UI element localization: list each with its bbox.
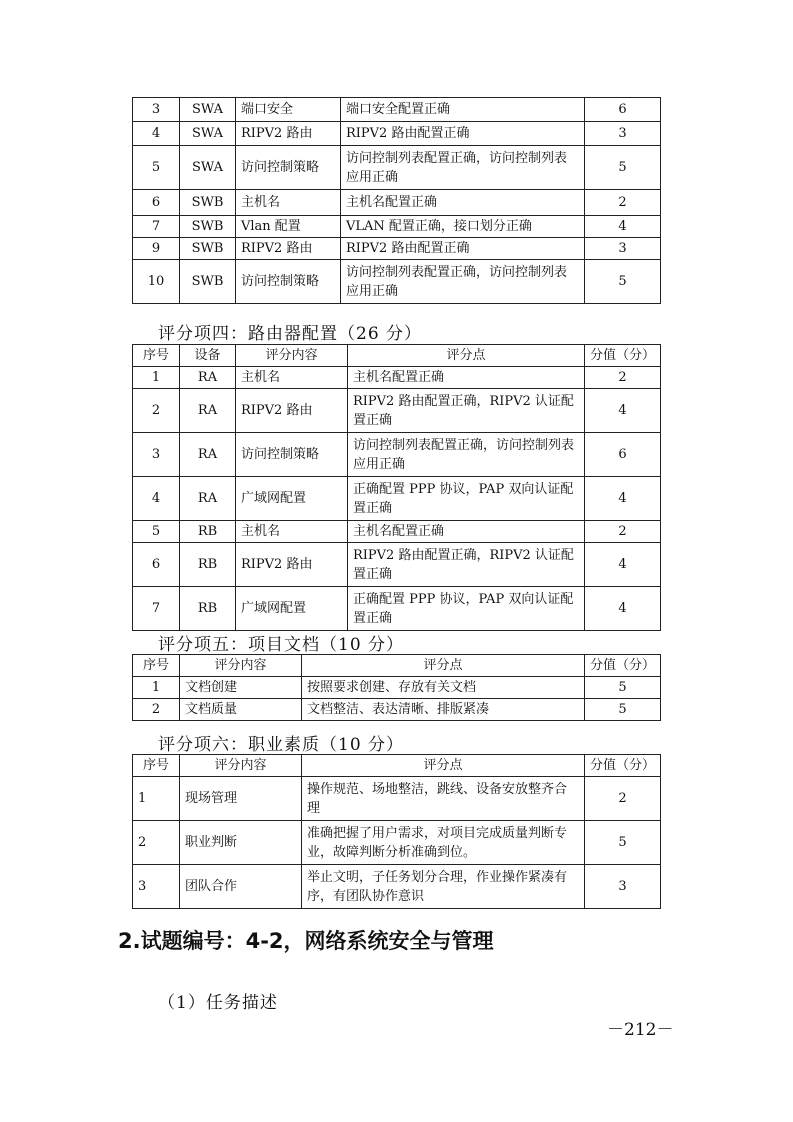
table-cell: 主机名配置正确: [348, 367, 585, 389]
table-cell: 2: [133, 821, 180, 865]
table-cell: 按照要求创建、存放有关文档: [302, 677, 585, 699]
column-header: 评分内容: [236, 345, 348, 367]
table-cell: 2: [133, 389, 180, 433]
table-cell: 3: [585, 122, 661, 146]
table-cell: 正确配置 PPP 协议，PAP 双向认证配置正确: [348, 587, 585, 631]
column-header: 评分点: [302, 655, 585, 677]
table-row: [133, 699, 661, 721]
table-cell: 举止文明，子任务划分合理，作业操作紧凑有序，有团队协作意识: [302, 865, 585, 909]
table-cell: SWB: [180, 190, 236, 216]
table-cell: 4: [585, 389, 661, 433]
table-cell: RA: [180, 433, 236, 477]
table-cell: 6: [585, 433, 661, 477]
column-header: 序号: [133, 755, 180, 777]
table-row: [133, 122, 661, 146]
table-cell: 文档整洁、表达清晰、排版紧凑: [302, 699, 585, 721]
table-cell: 5: [585, 699, 661, 721]
table-cell: 主机名: [236, 190, 341, 216]
table-cell: SWA: [180, 98, 236, 122]
table-cell: 广域网配置: [236, 477, 348, 521]
table-cell: 4: [585, 216, 661, 238]
table-cell: 主机名: [236, 521, 348, 543]
column-header: 序号: [133, 655, 180, 677]
table-cell: 主机名配置正确: [341, 190, 585, 216]
table-cell: 5: [585, 146, 661, 190]
table-cell: 访问控制策略: [236, 433, 348, 477]
table-cell: RIPV2 路由: [236, 238, 341, 260]
table-cell: 访问控制策略: [236, 260, 341, 304]
table-cell: 3: [133, 865, 180, 909]
table-cell: 文档质量: [180, 699, 302, 721]
table-cell: RIPV2 路由配置正确，RIPV2 认证配置正确: [348, 543, 585, 587]
table-cell: 访问控制列表配置正确，访问控制列表应用正确: [341, 260, 585, 304]
table-cell: RIPV2 路由配置正确，RIPV2 认证配置正确: [348, 389, 585, 433]
table-cell: 主机名: [236, 367, 348, 389]
table-cell: 广域网配置: [236, 587, 348, 631]
table-cell: 团队合作: [180, 865, 302, 909]
table-cell: 3: [133, 433, 180, 477]
table-cell: VLAN 配置正确，接口划分正确: [341, 216, 585, 238]
table-cell: 2: [133, 699, 180, 721]
table-row: [133, 238, 661, 260]
table-cell: 5: [133, 521, 180, 543]
table-cell: 10: [133, 260, 180, 304]
table-cell: 4: [133, 122, 180, 146]
table-cell: RIPV2 路由: [236, 122, 341, 146]
table-cell: 访问控制列表配置正确，访问控制列表应用正确: [348, 433, 585, 477]
table-cell: 4: [133, 477, 180, 521]
table-cell: 2: [585, 777, 661, 821]
table-cell: RB: [180, 521, 236, 543]
table-row: [133, 367, 661, 389]
table-cell: 5: [585, 821, 661, 865]
table-cell: RB: [180, 587, 236, 631]
table-row: [133, 543, 661, 587]
table-cell: RIPV2 路由配置正确: [341, 238, 585, 260]
table-cell: 4: [585, 477, 661, 521]
column-header: 评分点: [302, 755, 585, 777]
exam-question-heading: 2.试题编号：4-2，网络系统安全与管理: [118, 929, 494, 953]
table-row: [133, 865, 661, 909]
table-cell: Vlan 配置: [236, 216, 341, 238]
table-cell: 操作规范、场地整洁，跳线、设备安放整齐合理: [302, 777, 585, 821]
table-cell: RA: [180, 389, 236, 433]
task-description-heading: （1）任务描述: [158, 993, 278, 1013]
table-cell: 2: [585, 367, 661, 389]
table-cell: SWA: [180, 146, 236, 190]
column-header: 评分内容: [180, 755, 302, 777]
table-cell: 1: [133, 367, 180, 389]
table-row: [133, 146, 661, 190]
table-row: [133, 389, 661, 433]
column-header: 评分内容: [180, 655, 302, 677]
table-cell: 访问控制列表配置正确，访问控制列表应用正确: [341, 146, 585, 190]
table-cell: 5: [585, 260, 661, 304]
table-cell: 6: [585, 98, 661, 122]
table-cell: 2: [585, 521, 661, 543]
table-cell: 3: [585, 238, 661, 260]
table-cell: 5: [585, 677, 661, 699]
table-cell: RIPV2 路由配置正确: [341, 122, 585, 146]
table-cell: 5: [133, 146, 180, 190]
table-row: [133, 190, 661, 216]
table-cell: 准确把握了用户需求，对项目完成质量判断专业，故障判断分析准确到位。: [302, 821, 585, 865]
column-header: 分值（分）: [585, 655, 661, 677]
column-header: 分值（分）: [585, 755, 661, 777]
table-cell: RIPV2 路由: [236, 389, 348, 433]
table-cell: 4: [585, 543, 661, 587]
table-cell: RA: [180, 477, 236, 521]
column-header: 评分点: [348, 345, 585, 367]
table-cell: RA: [180, 367, 236, 389]
table-cell: 文档创建: [180, 677, 302, 699]
table-cell: 7: [133, 216, 180, 238]
document-score-table: [132, 654, 661, 721]
table-cell: 现场管理: [180, 777, 302, 821]
section5-title: 评分项五：项目文档（10 分）: [158, 635, 405, 655]
switch-score-table: [132, 97, 661, 304]
table-cell: 7: [133, 587, 180, 631]
table-cell: SWA: [180, 122, 236, 146]
table-cell: 3: [133, 98, 180, 122]
table-cell: 1: [133, 677, 180, 699]
table-row: [133, 433, 661, 477]
page-number: －212－: [607, 1020, 674, 1040]
table-row: [133, 260, 661, 304]
table-cell: 6: [133, 190, 180, 216]
table-cell: 正确配置 PPP 协议，PAP 双向认证配置正确: [348, 477, 585, 521]
table-cell: SWB: [180, 238, 236, 260]
table-row: [133, 521, 661, 543]
table-cell: 9: [133, 238, 180, 260]
table-cell: 6: [133, 543, 180, 587]
table-cell: 2: [585, 190, 661, 216]
section6-title: 评分项六：职业素质（10 分）: [158, 735, 405, 755]
router-score-table: [132, 344, 661, 631]
table-cell: 4: [585, 587, 661, 631]
table-cell: 端口安全: [236, 98, 341, 122]
professional-score-table: [132, 754, 661, 909]
table-cell: 3: [585, 865, 661, 909]
table-row: [133, 777, 661, 821]
table-cell: RIPV2 路由: [236, 543, 348, 587]
table-cell: SWB: [180, 216, 236, 238]
table-cell: 职业判断: [180, 821, 302, 865]
table-cell: 访问控制策略: [236, 146, 341, 190]
table-row: [133, 587, 661, 631]
table-row: [133, 677, 661, 699]
section4-title: 评分项四：路由器配置（26 分）: [158, 324, 423, 344]
table-cell: RB: [180, 543, 236, 587]
table-cell: 主机名配置正确: [348, 521, 585, 543]
table-row: [133, 216, 661, 238]
table-cell: SWB: [180, 260, 236, 304]
table-row: [133, 477, 661, 521]
column-header: 分值（分）: [585, 345, 661, 367]
table-row: [133, 98, 661, 122]
column-header: 序号: [133, 345, 180, 367]
table-cell: 1: [133, 777, 180, 821]
table-cell: 端口安全配置正确: [341, 98, 585, 122]
table-row: [133, 821, 661, 865]
column-header: 设备: [180, 345, 236, 367]
